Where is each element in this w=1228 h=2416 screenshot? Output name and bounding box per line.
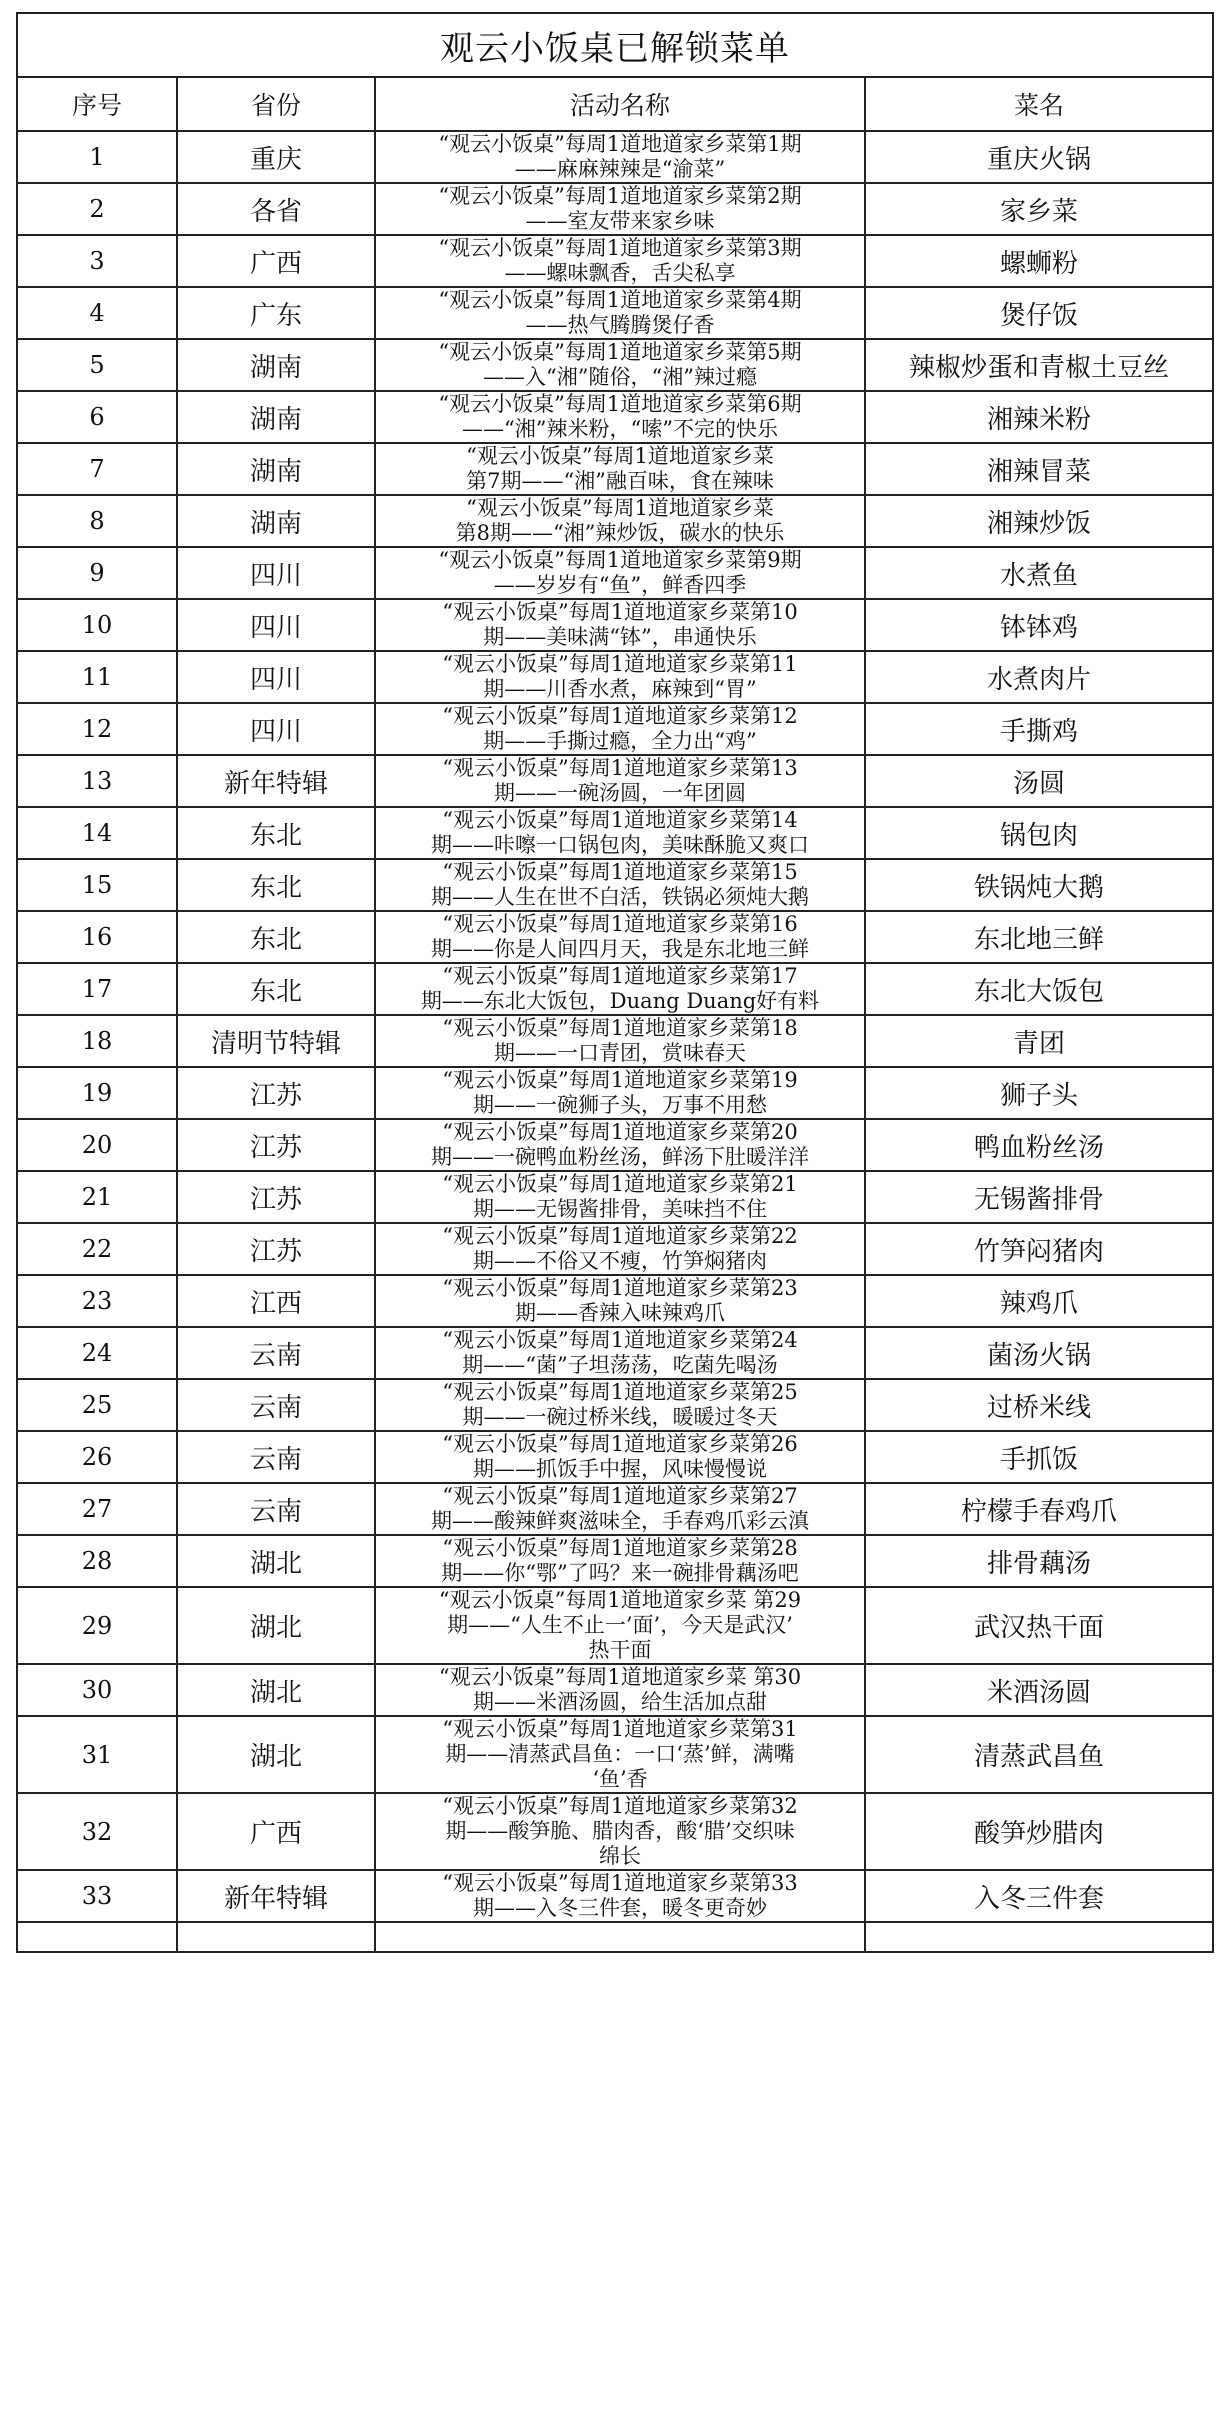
cell-no: 14 <box>17 807 177 859</box>
cell-dish: 东北地三鲜 <box>865 911 1213 963</box>
header-dish: 菜名 <box>865 77 1213 131</box>
cell-activity: “观云小饭桌”每周1道地道家乡菜第1期 ——麻麻辣辣是“渝菜” <box>375 131 865 183</box>
cell-province: 清明节特辑 <box>177 1015 375 1067</box>
cell-activity: “观云小饭桌”每周1道地道家乡菜第28 期——你“鄂”了吗？来一碗排骨藕汤吧 <box>375 1535 865 1587</box>
cell-activity: “观云小饭桌”每周1道地道家乡菜第11 期——川香水煮，麻辣到“胃” <box>375 651 865 703</box>
cell-province: 四川 <box>177 547 375 599</box>
cell-no: 16 <box>17 911 177 963</box>
cell-no: 18 <box>17 1015 177 1067</box>
cell-province: 云南 <box>177 1379 375 1431</box>
cell-activity: “观云小饭桌”每周1道地道家乡菜第17 期——东北大饭包，Duang Duang好有料 <box>375 963 865 1015</box>
table-row <box>17 1431 1213 1483</box>
cell-no: 11 <box>17 651 177 703</box>
table-row <box>17 235 1213 287</box>
cell-no: 9 <box>17 547 177 599</box>
cell-activity: “观云小饭桌”每周1道地道家乡菜第31 期——清蒸武昌鱼：一口‘蒸’鲜，满嘴 ‘鱼’香 <box>375 1716 865 1793</box>
cell-no: 28 <box>17 1535 177 1587</box>
header-no: 序号 <box>17 77 177 131</box>
cell-dish: 湘辣炒饭 <box>865 495 1213 547</box>
cell-activity: “观云小饭桌”每周1道地道家乡菜第14 期——咔嚓一口锅包肉，美味酥脆又爽口 <box>375 807 865 859</box>
cell-activity: “观云小饭桌”每周1道地道家乡菜 第8期——“湘”辣炒饭，碳水的快乐 <box>375 495 865 547</box>
table-row <box>17 1535 1213 1587</box>
empty-cell <box>865 1922 1213 1952</box>
cell-no: 23 <box>17 1275 177 1327</box>
cell-activity: “观云小饭桌”每周1道地道家乡菜第24 期——“菌”子坦荡荡，吃菌先喝汤 <box>375 1327 865 1379</box>
cell-dish: 入冬三件套 <box>865 1870 1213 1922</box>
cell-no: 22 <box>17 1223 177 1275</box>
cell-no: 32 <box>17 1793 177 1870</box>
cell-dish: 辣椒炒蛋和青椒土豆丝 <box>865 339 1213 391</box>
cell-activity: “观云小饭桌”每周1道地道家乡菜第3期 ——螺味飘香，舌尖私享 <box>375 235 865 287</box>
table-row <box>17 1067 1213 1119</box>
cell-province: 云南 <box>177 1431 375 1483</box>
cell-activity: “观云小饭桌”每周1道地道家乡菜第4期 ——热气腾腾煲仔香 <box>375 287 865 339</box>
table-row <box>17 911 1213 963</box>
table-row <box>17 1171 1213 1223</box>
cell-dish: 手抓饭 <box>865 1431 1213 1483</box>
cell-activity: “观云小饭桌”每周1道地道家乡菜 第30 期——米酒汤圆，给生活加点甜 <box>375 1664 865 1716</box>
cell-dish: 无锡酱排骨 <box>865 1171 1213 1223</box>
cell-activity: “观云小饭桌”每周1道地道家乡菜第27 期——酸辣鲜爽滋味全，手春鸡爪彩云滇 <box>375 1483 865 1535</box>
cell-province: 新年特辑 <box>177 755 375 807</box>
cell-dish: 竹笋闷猪肉 <box>865 1223 1213 1275</box>
cell-dish: 米酒汤圆 <box>865 1664 1213 1716</box>
cell-no: 12 <box>17 703 177 755</box>
cell-dish: 狮子头 <box>865 1067 1213 1119</box>
cell-no: 4 <box>17 287 177 339</box>
table-row <box>17 1015 1213 1067</box>
cell-activity: “观云小饭桌”每周1道地道家乡菜 第7期——“湘”融百味，食在辣味 <box>375 443 865 495</box>
cell-activity: “观云小饭桌”每周1道地道家乡菜 第29 期——“人生不止一’面’，今天是武汉’ 热干面 <box>375 1587 865 1664</box>
cell-province: 江西 <box>177 1275 375 1327</box>
cell-province: 重庆 <box>177 131 375 183</box>
cell-province: 各省 <box>177 183 375 235</box>
cell-activity: “观云小饭桌”每周1道地道家乡菜第5期 ——入“湘”随俗，“湘”辣过瘾 <box>375 339 865 391</box>
cell-province: 东北 <box>177 963 375 1015</box>
table-row <box>17 755 1213 807</box>
table-row <box>17 339 1213 391</box>
cell-dish: 铁锅炖大鹅 <box>865 859 1213 911</box>
cell-dish: 钵钵鸡 <box>865 599 1213 651</box>
table-row <box>17 651 1213 703</box>
cell-province: 广东 <box>177 287 375 339</box>
cell-dish: 家乡菜 <box>865 183 1213 235</box>
cell-dish: 湘辣冒菜 <box>865 443 1213 495</box>
cell-province: 湖南 <box>177 339 375 391</box>
cell-province: 东北 <box>177 859 375 911</box>
table-row <box>17 287 1213 339</box>
cell-dish: 酸笋炒腊肉 <box>865 1793 1213 1870</box>
cell-province: 新年特辑 <box>177 1870 375 1922</box>
table-row <box>17 1716 1213 1793</box>
table-row <box>17 1587 1213 1664</box>
cell-dish: 菌汤火锅 <box>865 1327 1213 1379</box>
cell-province: 广西 <box>177 235 375 287</box>
cell-no: 19 <box>17 1067 177 1119</box>
cell-province: 江苏 <box>177 1223 375 1275</box>
header-province: 省份 <box>177 77 375 131</box>
empty-trailing-row <box>17 1922 1213 1952</box>
cell-activity: “观云小饭桌”每周1道地道家乡菜第6期 ——“湘”辣米粉，“嗦”不完的快乐 <box>375 391 865 443</box>
cell-dish: 重庆火锅 <box>865 131 1213 183</box>
table-row <box>17 391 1213 443</box>
cell-province: 湖北 <box>177 1535 375 1587</box>
cell-activity: “观云小饭桌”每周1道地道家乡菜第32 期——酸笋脆、腊肉香，酸‘腊’交织味 绵长 <box>375 1793 865 1870</box>
menu-table <box>16 12 1214 1953</box>
cell-dish: 过桥米线 <box>865 1379 1213 1431</box>
header-activity: 活动名称 <box>375 77 865 131</box>
cell-province: 湖北 <box>177 1716 375 1793</box>
table-row <box>17 495 1213 547</box>
cell-province: 湖北 <box>177 1664 375 1716</box>
cell-no: 5 <box>17 339 177 391</box>
cell-activity: “观云小饭桌”每周1道地道家乡菜第22 期——不俗又不瘦，竹笋焖猪肉 <box>375 1223 865 1275</box>
cell-province: 广西 <box>177 1793 375 1870</box>
cell-dish: 武汉热干面 <box>865 1587 1213 1664</box>
empty-cell <box>177 1922 375 1952</box>
table-row <box>17 1327 1213 1379</box>
cell-no: 2 <box>17 183 177 235</box>
empty-cell <box>375 1922 865 1952</box>
cell-dish: 柠檬手春鸡爪 <box>865 1483 1213 1535</box>
cell-dish: 锅包肉 <box>865 807 1213 859</box>
table-row <box>17 443 1213 495</box>
cell-activity: “观云小饭桌”每周1道地道家乡菜第25 期——一碗过桥米线，暖暖过冬天 <box>375 1379 865 1431</box>
table-row <box>17 599 1213 651</box>
cell-activity: “观云小饭桌”每周1道地道家乡菜第18 期——一口青团，赏味春天 <box>375 1015 865 1067</box>
table-row <box>17 547 1213 599</box>
table-row <box>17 1664 1213 1716</box>
table-row <box>17 1870 1213 1922</box>
table-row <box>17 1119 1213 1171</box>
cell-province: 江苏 <box>177 1171 375 1223</box>
cell-activity: “观云小饭桌”每周1道地道家乡菜第2期 ——室友带来家乡味 <box>375 183 865 235</box>
table-row <box>17 963 1213 1015</box>
cell-province: 江苏 <box>177 1119 375 1171</box>
cell-no: 8 <box>17 495 177 547</box>
cell-province: 东北 <box>177 911 375 963</box>
table-row <box>17 1275 1213 1327</box>
cell-province: 湖南 <box>177 443 375 495</box>
cell-dish: 东北大饭包 <box>865 963 1213 1015</box>
cell-no: 10 <box>17 599 177 651</box>
table-row <box>17 1223 1213 1275</box>
table-row <box>17 183 1213 235</box>
cell-dish: 汤圆 <box>865 755 1213 807</box>
cell-activity: “观云小饭桌”每周1道地道家乡菜第15 期——人生在世不白活，铁锅必须炖大鹅 <box>375 859 865 911</box>
cell-no: 26 <box>17 1431 177 1483</box>
cell-dish: 排骨藕汤 <box>865 1535 1213 1587</box>
cell-province: 云南 <box>177 1327 375 1379</box>
cell-dish: 青团 <box>865 1015 1213 1067</box>
cell-activity: “观云小饭桌”每周1道地道家乡菜第23 期——香辣入味辣鸡爪 <box>375 1275 865 1327</box>
cell-activity: “观云小饭桌”每周1道地道家乡菜第21 期——无锡酱排骨，美味挡不住 <box>375 1171 865 1223</box>
cell-province: 东北 <box>177 807 375 859</box>
cell-province: 云南 <box>177 1483 375 1535</box>
cell-no: 1 <box>17 131 177 183</box>
header-row <box>17 77 1213 131</box>
cell-no: 6 <box>17 391 177 443</box>
cell-dish: 湘辣米粉 <box>865 391 1213 443</box>
cell-no: 25 <box>17 1379 177 1431</box>
cell-activity: “观云小饭桌”每周1道地道家乡菜第13 期——一碗汤圆，一年团圆 <box>375 755 865 807</box>
table-row <box>17 1379 1213 1431</box>
cell-no: 33 <box>17 1870 177 1922</box>
cell-dish: 煲仔饭 <box>865 287 1213 339</box>
cell-activity: “观云小饭桌”每周1道地道家乡菜第20 期——一碗鸭血粉丝汤，鲜汤下肚暖洋洋 <box>375 1119 865 1171</box>
cell-dish: 水煮肉片 <box>865 651 1213 703</box>
cell-no: 7 <box>17 443 177 495</box>
cell-province: 湖南 <box>177 391 375 443</box>
cell-province: 湖南 <box>177 495 375 547</box>
cell-no: 27 <box>17 1483 177 1535</box>
cell-dish: 手撕鸡 <box>865 703 1213 755</box>
cell-activity: “观云小饭桌”每周1道地道家乡菜第16 期——你是人间四月天，我是东北地三鲜 <box>375 911 865 963</box>
cell-activity: “观云小饭桌”每周1道地道家乡菜第9期 ——岁岁有“鱼”，鲜香四季 <box>375 547 865 599</box>
table-row <box>17 1793 1213 1870</box>
cell-no: 15 <box>17 859 177 911</box>
cell-dish: 清蒸武昌鱼 <box>865 1716 1213 1793</box>
cell-province: 四川 <box>177 651 375 703</box>
cell-no: 31 <box>17 1716 177 1793</box>
cell-no: 29 <box>17 1587 177 1664</box>
table-title: 观云小饭桌已解锁菜单 <box>17 13 1213 77</box>
cell-no: 30 <box>17 1664 177 1716</box>
cell-dish: 螺蛳粉 <box>865 235 1213 287</box>
cell-province: 湖北 <box>177 1587 375 1664</box>
table-row <box>17 807 1213 859</box>
table-row <box>17 703 1213 755</box>
cell-activity: “观云小饭桌”每周1道地道家乡菜第26 期——抓饭手中握，风味慢慢说 <box>375 1431 865 1483</box>
cell-activity: “观云小饭桌”每周1道地道家乡菜第19 期——一碗狮子头，万事不用愁 <box>375 1067 865 1119</box>
cell-activity: “观云小饭桌”每周1道地道家乡菜第33 期——入冬三件套，暖冬更奇妙 <box>375 1870 865 1922</box>
cell-no: 13 <box>17 755 177 807</box>
cell-no: 17 <box>17 963 177 1015</box>
cell-activity: “观云小饭桌”每周1道地道家乡菜第10 期——美味满“钵”，串通快乐 <box>375 599 865 651</box>
table-row <box>17 859 1213 911</box>
table-row <box>17 1483 1213 1535</box>
cell-activity: “观云小饭桌”每周1道地道家乡菜第12 期——手撕过瘾，全力出“鸡” <box>375 703 865 755</box>
cell-no: 3 <box>17 235 177 287</box>
cell-dish: 辣鸡爪 <box>865 1275 1213 1327</box>
cell-no: 24 <box>17 1327 177 1379</box>
cell-no: 21 <box>17 1171 177 1223</box>
table-row <box>17 131 1213 183</box>
empty-cell <box>17 1922 177 1952</box>
cell-province: 四川 <box>177 703 375 755</box>
cell-dish: 鸭血粉丝汤 <box>865 1119 1213 1171</box>
cell-province: 四川 <box>177 599 375 651</box>
cell-dish: 水煮鱼 <box>865 547 1213 599</box>
cell-province: 江苏 <box>177 1067 375 1119</box>
cell-no: 20 <box>17 1119 177 1171</box>
